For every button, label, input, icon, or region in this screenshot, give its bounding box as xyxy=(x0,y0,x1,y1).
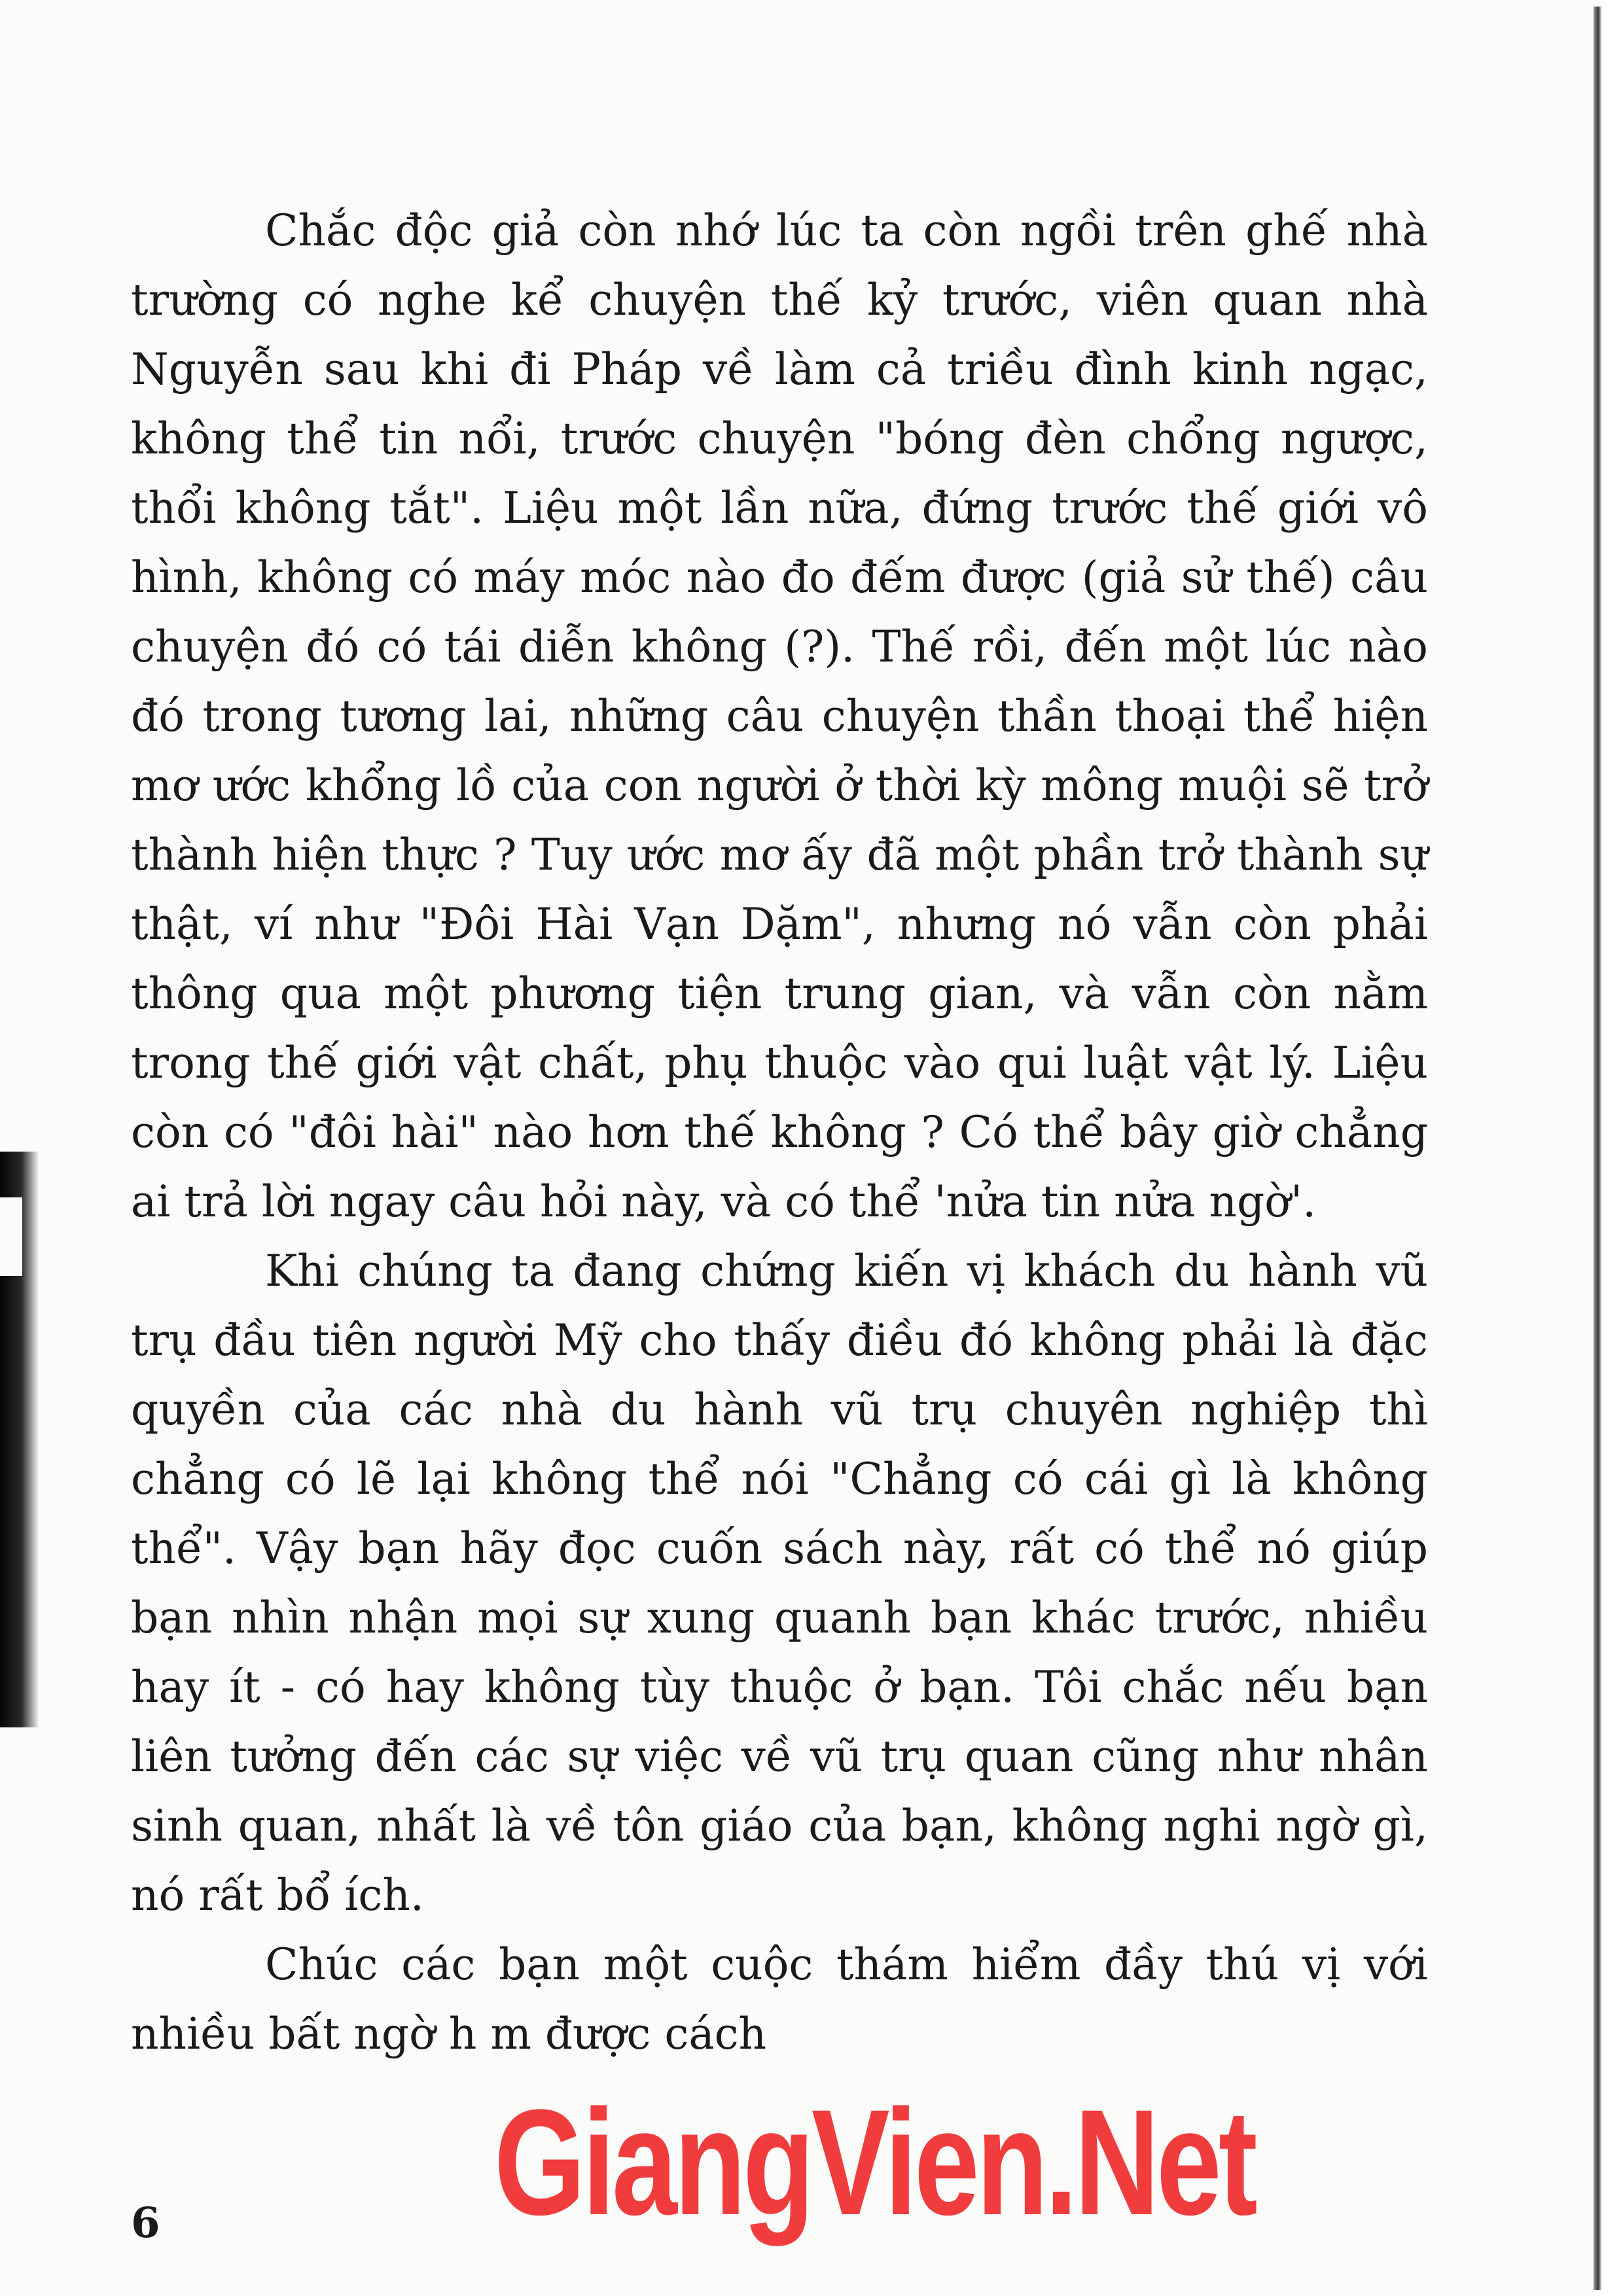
body-text xyxy=(131,196,1428,2069)
scan-notch xyxy=(0,1197,22,1276)
paragraph-2: Khi chúng ta đang chứng kiến vị khách du hành vũ trụ đầu tiên người Mỹ cho thấy điều đó không phải là đặc quyền của các nhà du hành vũ trụ chuyên nghiệp thì chẳng có lẽ lại không thể nói "Chẳng có cái gì là không thể". Vậy bạn hãy đọc cuốn sách này, rất có thể nó giúp bạn nhìn nhận mọi sự xung quanh bạn khác trước, nhiều hay ít - có hay không tùy thuộc ở bạn. Tôi chắc nếu bạn liên tưởng đến các sự việc về vũ trụ quan cũng như nhân sinh quan, nhất là về tôn giáo của bạn, không nghi ngờ gì, nó rất bổ ích. xyxy=(131,1246,1428,1920)
page-edge xyxy=(1594,7,1601,2290)
watermark: GiangVien.Net xyxy=(494,2078,1255,2246)
paragraph-1: Chắc độc giả còn nhớ lúc ta còn ngồi trên ghế nhà trường có nghe kể chuyện thế kỷ trước, viên quan nhà Nguyễn sau khi đi Pháp về làm cả triều đình kinh ngạc, không thể tin nổi, trước chuyện "bóng đèn chổng ngược, thổi không tắt". Liệu một lần nữa, đứng trước thế giới vô hình, không có máy móc nào đo đếm được (giả sử thế) câu chuyện đó có tái diễn không (?). Thế rồi, đến một lúc nào đó trong tương lai, những câu chuyện thần thoại thể hiện mơ ước khổng lồ của con người ở thời kỳ mông muội sẽ trở thành hiện thực ? Tuy ước mơ ấy đã một phần trở thành sự thật, ví như "Đôi Hài Vạn Dặm", nhưng nó vẫn còn phải thông qua một phương tiện trung gian, và vẫn còn nằm trong thế giới vật chất, phụ thuộc vào qui luật vật lý. Liệu còn có "đôi hài" nào hơn thế không ? Có thể bây giờ chẳng ai trả lời ngay câu hỏi này, và có thể 'nửa tin nửa ngờ'. xyxy=(131,205,1428,1227)
right-margin xyxy=(1601,0,1623,2296)
paragraph-3: Chúc các bạn một cuộc thám hiểm đầy thú vị với nhiều bất ngờ h m được cách xyxy=(131,1939,1428,2059)
page-number: 6 xyxy=(131,2199,160,2248)
